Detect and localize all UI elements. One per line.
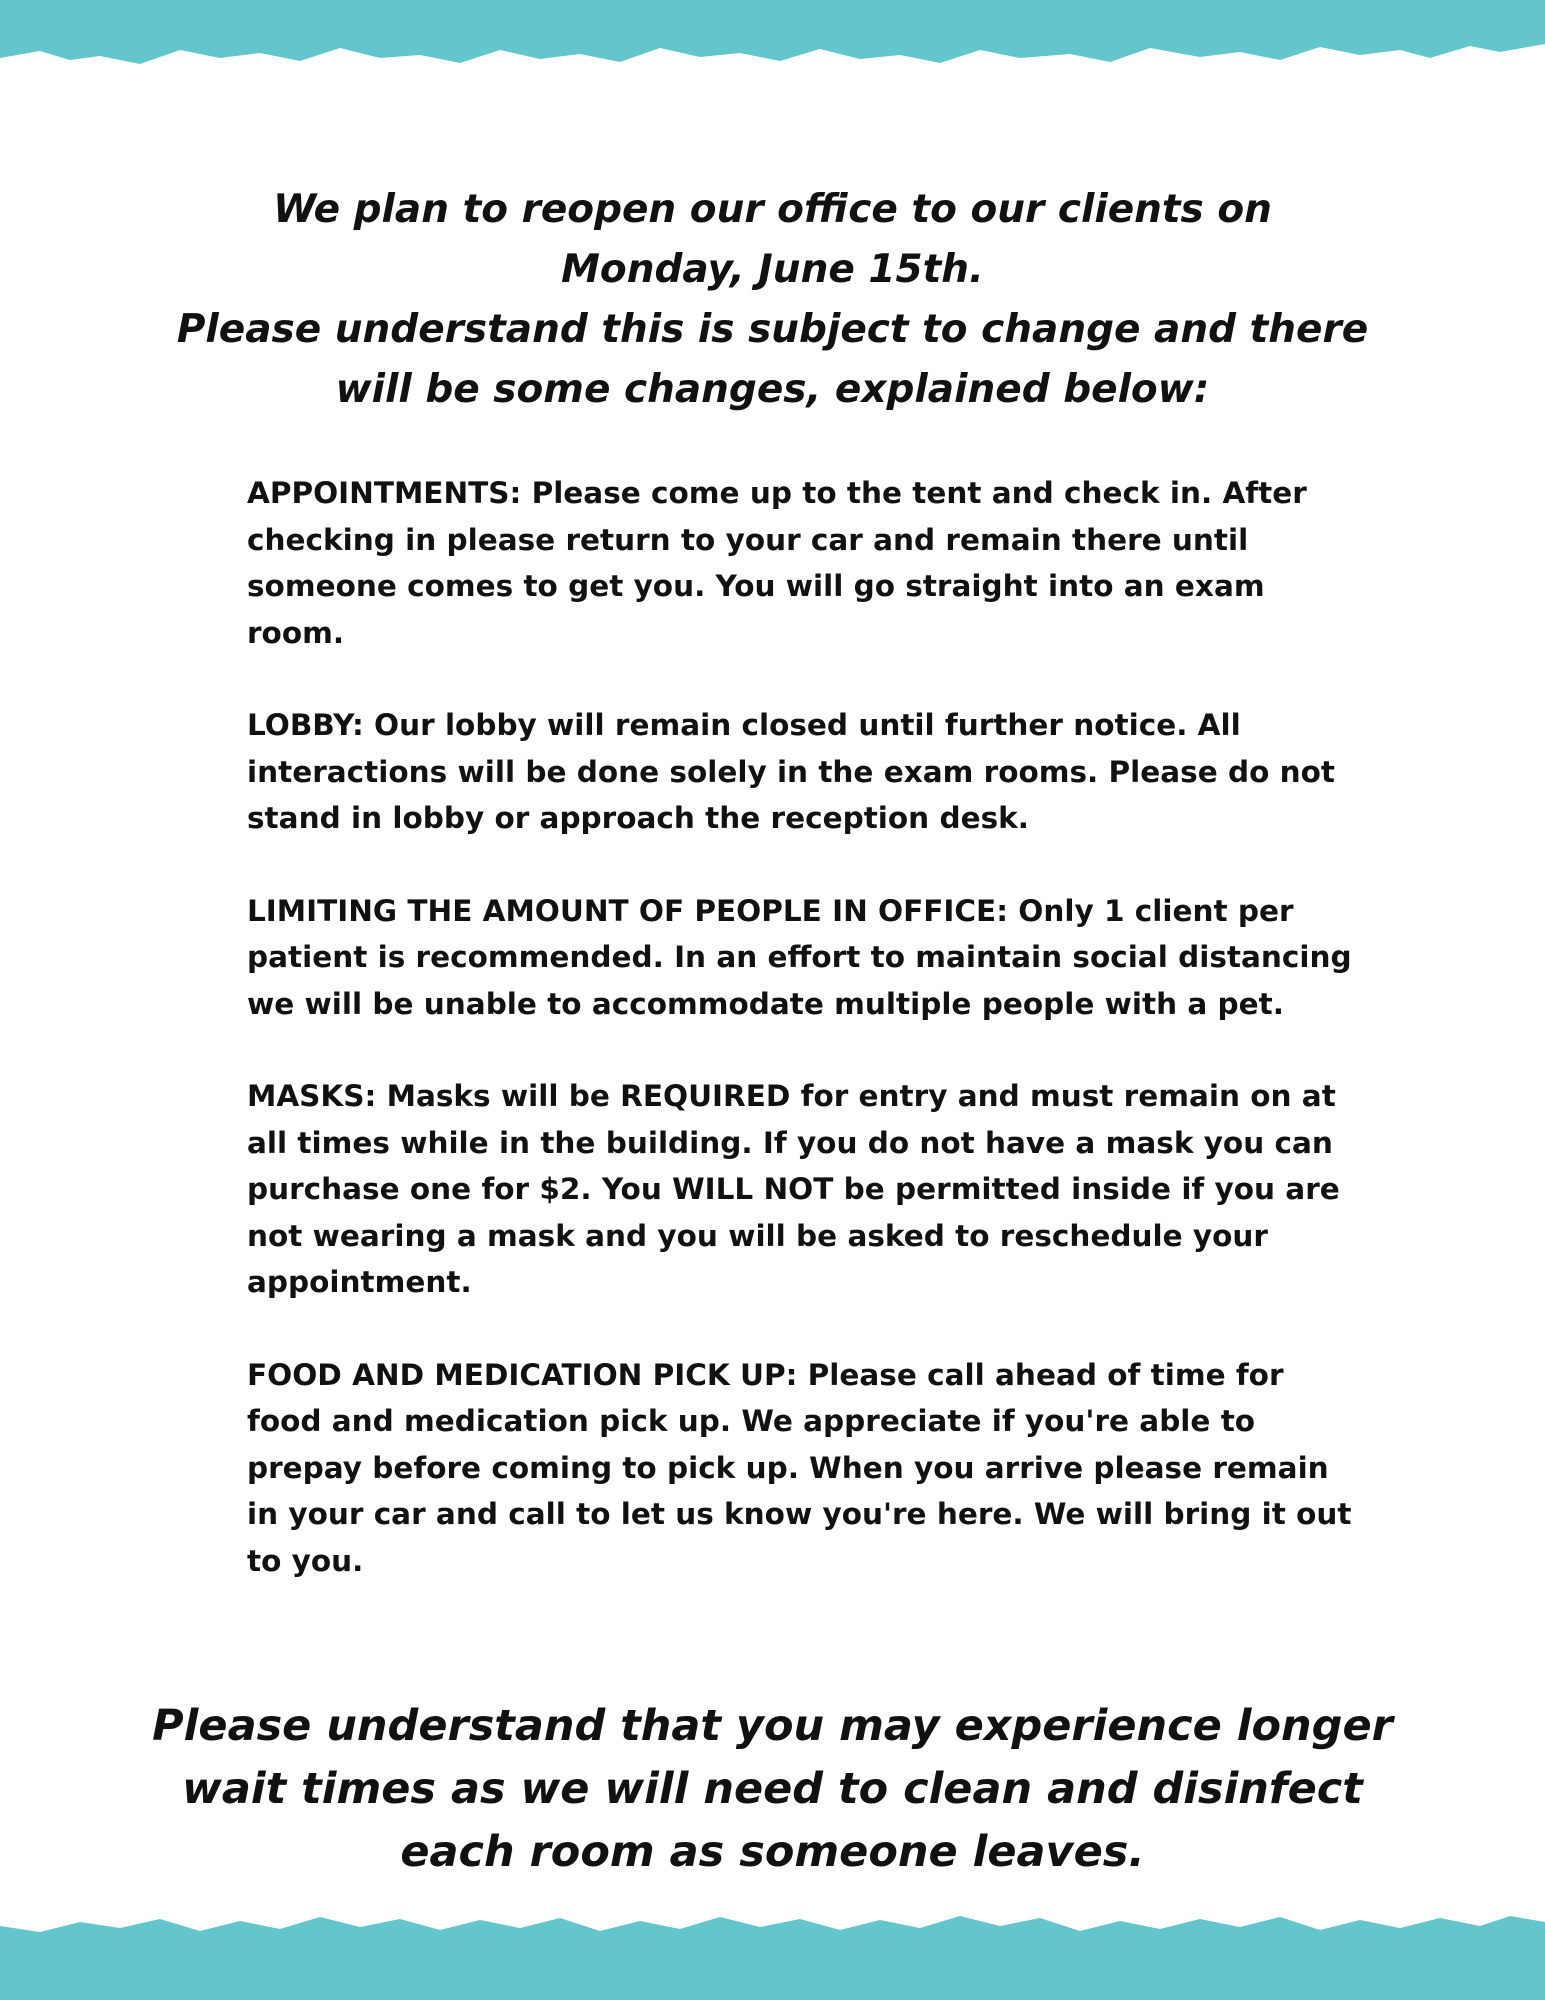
section-appointments: APPOINTMENTS: Please come up to the tent and check in. After checking in please return to your car and remain there until someone comes to get you. You will go straight into an exam room. — [247, 476, 1307, 650]
top-brush-border — [0, 0, 1545, 110]
intro-line: We plan to reopen our office to our clients on — [273, 187, 1272, 232]
bottom-brush-stroke — [0, 1916, 1545, 2000]
intro-line: Please understand this is subject to change and there — [176, 307, 1369, 352]
section-food-medication-pickup: FOOD AND MEDICATION PICK UP: Please call ahead of time for food and medication pick up. We appreciate if you're able to prepay before coming to pick up. When you arrive please remain in your car and call to let us know you're here. We will bring it out to you. — [247, 1357, 1352, 1578]
closing-line: Please understand that you may experience longer — [152, 1701, 1393, 1751]
intro-line: Monday, June 15th. — [561, 247, 984, 292]
section-masks: MASKS: Masks will be REQUIRED for entry and must remain on at all times while in the building. If you do not have a mask you can purchase one for $2. You WILL NOT be permitted inside if you are not wearing a mask and you will be asked to reschedule your appointment. — [247, 1079, 1340, 1299]
closing-statement — [150, 1695, 1395, 1884]
closing-line: each room as someone leaves. — [400, 1827, 1145, 1877]
top-brush-stroke — [0, 0, 1545, 64]
policy-sections — [247, 470, 1367, 1630]
section-limiting-people: LIMITING THE AMOUNT OF PEOPLE IN OFFICE: Only 1 client per patient is recommended. In an effort to maintain social distancing we will be unable to accommodate multiple people with a pet. — [247, 893, 1352, 1021]
intro-heading — [150, 180, 1395, 420]
intro-line: will be some changes, explained below: — [335, 367, 1210, 412]
closing-line: wait times as we will need to clean and disinfect — [182, 1764, 1363, 1814]
bottom-brush-border — [0, 1890, 1545, 2000]
section-lobby: LOBBY: Our lobby will remain closed until further notice. All interactions will be done solely in the exam rooms. Please do not stand in lobby or approach the reception desk. — [247, 708, 1336, 835]
